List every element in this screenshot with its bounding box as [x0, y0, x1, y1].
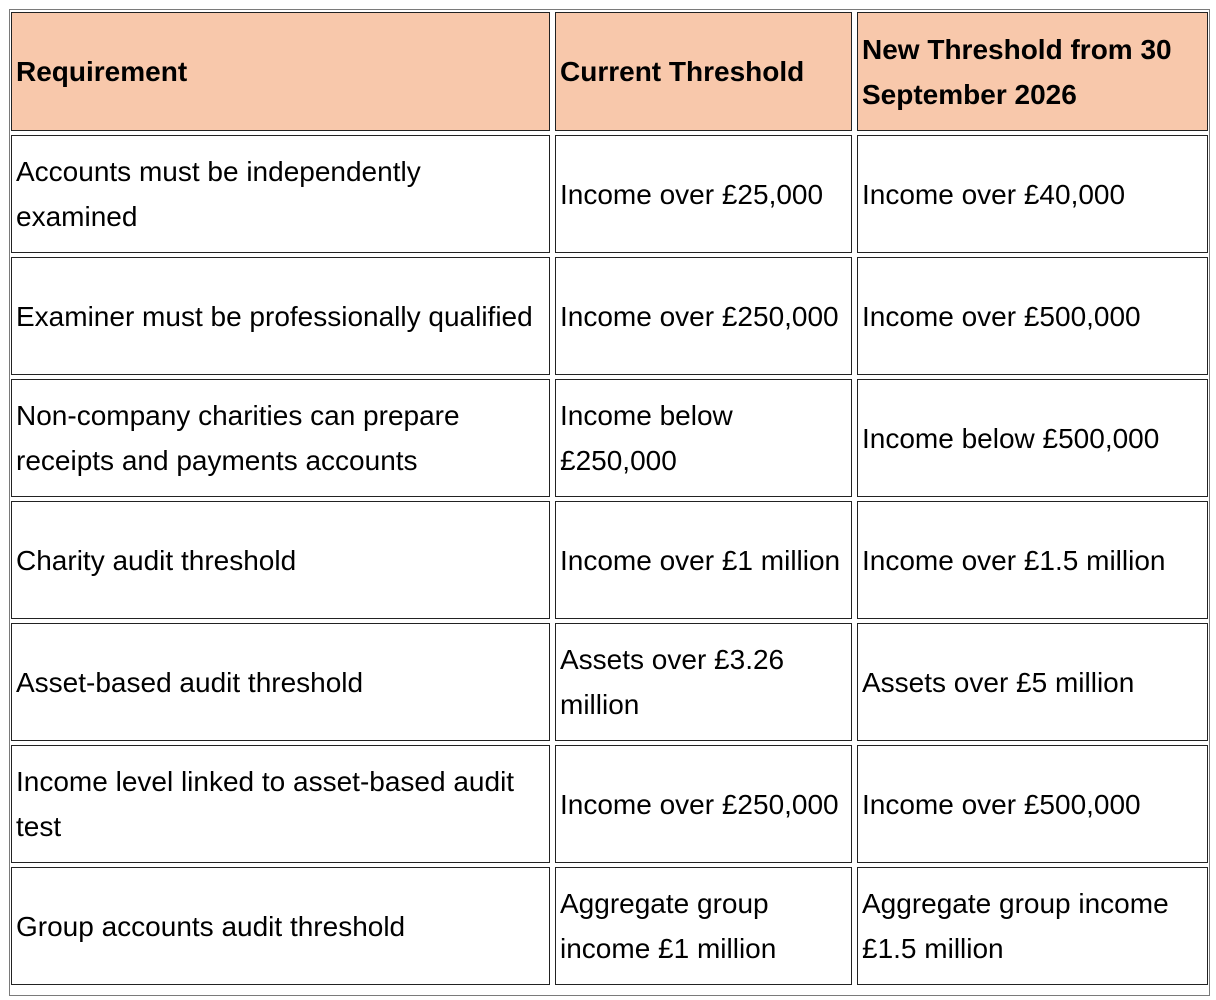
new-threshold-cell: Income over £40,000	[857, 135, 1208, 253]
table-header-row	[11, 12, 1208, 131]
table-row	[11, 257, 1208, 375]
current-threshold-cell: Assets over £3.26 million	[555, 623, 852, 741]
table-row	[11, 135, 1208, 253]
current-threshold-cell: Income over £250,000	[555, 257, 852, 375]
table-row	[11, 867, 1208, 985]
column-header-new-threshold: New Threshold from 30 September 2026	[857, 12, 1208, 131]
table-row	[11, 623, 1208, 741]
current-threshold-cell: Aggregate group income £1 million	[555, 867, 852, 985]
table-row	[11, 745, 1208, 863]
column-header-requirement: Requirement	[11, 12, 550, 131]
new-threshold-cell: Income over £500,000	[857, 257, 1208, 375]
requirement-cell: Group accounts audit threshold	[11, 867, 550, 985]
new-threshold-cell: Income over £1.5 million	[857, 501, 1208, 619]
requirement-cell: Examiner must be professionally qualified	[11, 257, 550, 375]
new-threshold-cell: Income over £500,000	[857, 745, 1208, 863]
requirement-cell: Income level linked to asset-based audit test	[11, 745, 550, 863]
current-threshold-cell: Income over £1 million	[555, 501, 852, 619]
requirement-cell: Charity audit threshold	[11, 501, 550, 619]
thresholds-table	[6, 8, 1213, 989]
new-threshold-cell: Income below £500,000	[857, 379, 1208, 497]
current-threshold-cell: Income over £250,000	[555, 745, 852, 863]
current-threshold-cell: Income over £25,000	[555, 135, 852, 253]
table-row	[11, 379, 1208, 497]
requirement-cell: Asset-based audit threshold	[11, 623, 550, 741]
current-threshold-cell: Income below £250,000	[555, 379, 852, 497]
table-row	[11, 501, 1208, 619]
new-threshold-cell: Assets over £5 million	[857, 623, 1208, 741]
column-header-current-threshold: Current Threshold	[555, 12, 852, 131]
new-threshold-cell: Aggregate group income £1.5 million	[857, 867, 1208, 985]
requirement-cell: Non-company charities can prepare receipts and payments accounts	[11, 379, 550, 497]
requirement-cell: Accounts must be independently examined	[11, 135, 550, 253]
